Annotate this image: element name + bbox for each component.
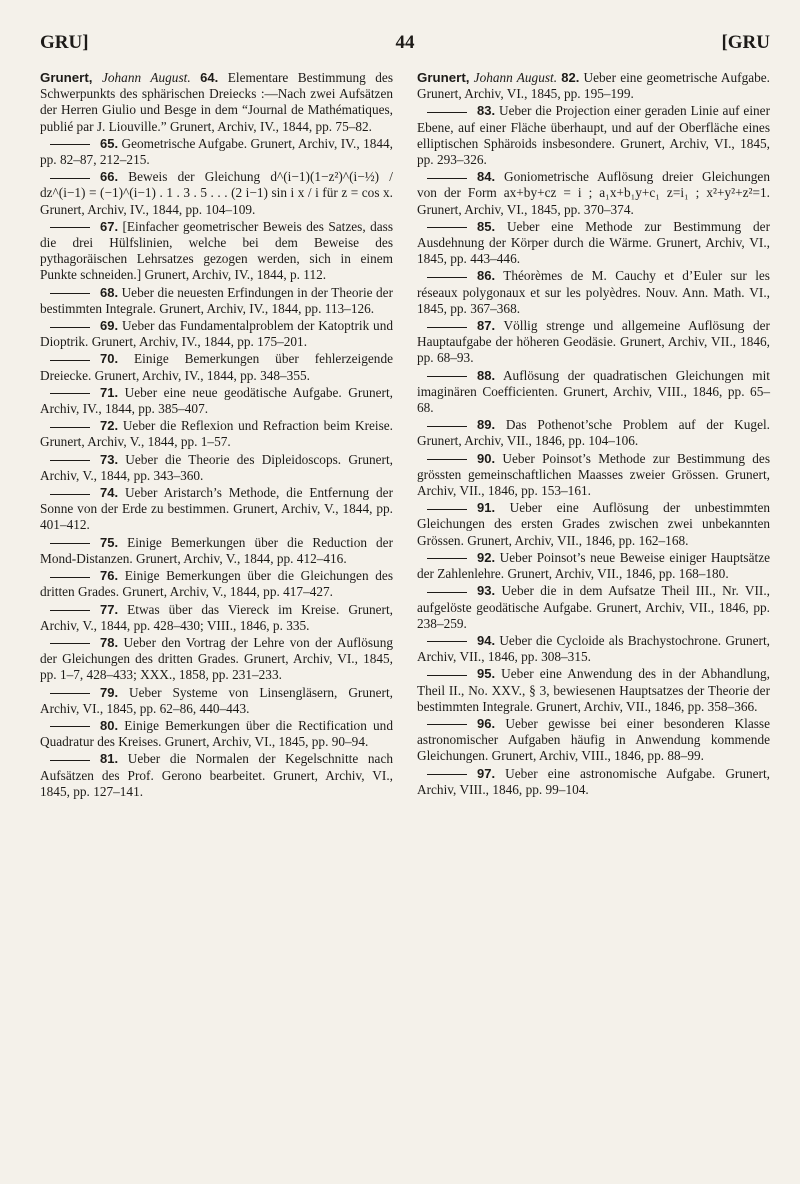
entry-number: 92.: [477, 549, 496, 565]
entry-number: 73.: [100, 451, 119, 467]
entry-text: Ueber die neuesten Erfindungen in der Theorie der bestimmten Integrale. Grunert, Archiv, IV., 1844, pp. 113–126.: [40, 284, 394, 316]
ditto-dash: [50, 227, 90, 228]
bibliography-entry: [40, 385, 393, 417]
bibliography-entry: [40, 136, 393, 168]
ditto-dash: [50, 643, 90, 644]
entry-text: Ueber eine Auflösung der unbestimmten Gleichungen des ersten Grades zwischen zwei unbekannten Grössen. Grunert, Archiv, VII., 1846, pp. 162–168.: [417, 500, 770, 548]
ditto-dash: [50, 460, 90, 461]
ditto-dash: [427, 277, 467, 278]
entry-number: 97.: [477, 765, 496, 781]
ditto-dash: [427, 592, 467, 593]
bibliography-entry: [40, 285, 393, 317]
entry-number: 87.: [477, 318, 496, 334]
entry-text: Elementare Bestimmung des Schwerpunkts des sphärischen Dreiecks :—Nach zwei Aufsätzen der Herren Giulio und Besge in dem “Journal de Mathématiques, publié par J. Liouville.” Grunert, Archiv, IV., 1844, pp. 75–82.: [40, 70, 394, 134]
ditto-dash: [50, 693, 90, 694]
entry-text: Ueber die Projection einer geraden Linie auf einer Ebene, auf einer Fläche überhaupt, und auf der Oberfläche eines elliptischen Sphäroids insbesondere. Grunert, Archiv, VI., 1845, pp. 293–326.: [417, 103, 771, 168]
entry-number: 79.: [100, 684, 119, 700]
ditto-dash: [427, 376, 467, 377]
entry-number: 66.: [100, 169, 119, 185]
author-surname: Grunert,: [417, 70, 470, 85]
ditto-dash: [50, 577, 90, 578]
ditto-dash: [427, 774, 467, 775]
bibliography-entry: [40, 418, 393, 450]
entry-number: 84.: [477, 169, 496, 185]
ditto-dash: [50, 610, 90, 611]
entry-text: Geometrische Aufgabe. Grunert, Archiv, IV., 1844, pp. 82–87, 212–215.: [40, 135, 393, 168]
entry-number: 80.: [100, 717, 119, 733]
entry-number: 65.: [100, 135, 119, 151]
header-right: [GRU: [721, 32, 770, 53]
bibliography-entry: [417, 70, 770, 102]
bibliography-entry: [40, 485, 393, 534]
ditto-dash: [50, 293, 90, 294]
entry-text: Goniometrische Auflösung dreier Gleichungen von der Form ax+by+cz = i ; a₁x+b₁y+c₁ z=i₁ ; x²+y²+z²=1. Grunert, Archiv, VI., 1845, pp. 370–374.: [417, 169, 770, 217]
entry-text: Beweis der Gleichung d^(i−1)(1−z²)^(i−½) / dz^(i−1) = (−1)^(i−1) . 1 . 3 . 5 . . . (2 i−1) sin i x / i für z = cos x. Grunert, Archiv, IV., 1844, pp. 104–109.: [40, 169, 393, 217]
entry-number: 78.: [100, 634, 119, 650]
entry-text: Ueber die Reflexion und Refraction beim Kreise. Grunert, Archiv, V., 1844, pp. 1–57.: [40, 418, 393, 450]
bibliography-entry: [417, 451, 770, 500]
ditto-dash: [427, 509, 467, 510]
bibliography-entry: [417, 368, 770, 417]
entry-text: Einige Bemerkungen über die Reduction der Mond-Distanzen. Grunert, Archiv, V., 1844, pp. 412–416.: [40, 534, 393, 566]
entry-text: Ueber gewisse bei einer besonderen Klasse astronomischer Aufgaben häufig in Anwendung kommende Gleichungen. Grunert, Archiv, VIII., 1846, pp. 88–99.: [417, 715, 770, 764]
bibliography-entry: [417, 716, 770, 765]
entry-number: 74.: [100, 485, 119, 501]
entry-text: Ueber die in dem Aufsatze Theil III., Nr. VII., aufgelöste geodätische Aufgabe. Grunert, Archiv, VII., 1846, pp. 238–259.: [417, 583, 770, 631]
ditto-dash: [427, 227, 467, 228]
entry-text: Etwas über das Viereck im Kreise. Grunert, Archiv, V., 1844, pp. 428–430; VIII., 1846, p. 335.: [40, 601, 393, 633]
entry-number: 72.: [100, 418, 119, 434]
ditto-dash: [427, 675, 467, 676]
entry-number: 76.: [100, 568, 119, 584]
ditto-dash: [50, 393, 90, 394]
entry-text: Einige Bemerkungen über die Gleichungen des dritten Grades. Grunert, Archiv, V., 1844, pp. 417–427.: [40, 568, 394, 600]
author-surname: Grunert,: [40, 70, 93, 85]
entry-text: Ueber Systeme von Linsengläsern, Grunert, Archiv, VI., 1845, pp. 62–86, 440–443.: [40, 684, 393, 716]
bibliography-entry: [417, 268, 770, 317]
entry-text: Auflösung der quadratischen Gleichungen mit imaginären Coefficienten. Grunert, Archiv, VIII., 1846, pp. 65–68.: [417, 367, 770, 416]
bibliography-entry: [40, 685, 393, 717]
entry-text: Ueber Poinsot’s neue Beweise einiger Hauptsätze der Zahlenlehre. Grunert, Archiv, VII., 1846, pp. 168–180.: [417, 549, 770, 582]
entry-number: 81.: [100, 751, 119, 767]
entry-number: 83.: [477, 103, 496, 119]
bibliography-entry: [40, 602, 393, 634]
bibliography-entry: [417, 169, 770, 218]
ditto-dash: [50, 726, 90, 727]
bibliography-entry: [417, 550, 770, 582]
entry-number: 64.: [200, 70, 219, 85]
ditto-dash: [50, 543, 90, 544]
ditto-dash: [50, 494, 90, 495]
ditto-dash: [427, 426, 467, 427]
ditto-dash: [50, 327, 90, 328]
bibliography-entry: [417, 318, 770, 367]
bibliography-entry: [40, 718, 393, 750]
entry-text: Einige Bemerkungen über die Rectification und Quadratur des Kreises. Grunert, Archiv, VI., 1845, pp. 90–94.: [40, 717, 393, 750]
left-column: [40, 70, 393, 1164]
bibliography-entry: [40, 635, 393, 684]
bibliography-entry: [40, 169, 393, 218]
entry-text: [Einfacher geometrischer Beweis des Satzes, dass die drei Hülfslinien, welche bei dem Beweise des pythagoräischen Lehrsatzes gezogen werden, sich in einem Punkte schneiden.] Grunert, Archiv, IV., 1844, p. 112.: [40, 218, 393, 283]
entry-number: 96.: [477, 715, 496, 731]
entry-text: Völlig strenge und allgemeine Auflösung der Hauptaufgabe der höheren Geodäsie. Grunert, Archiv, VII., 1846, pp. 68–93.: [417, 318, 770, 366]
entry-number: 70.: [100, 351, 119, 367]
bibliography-entry: [417, 633, 770, 665]
entry-text: Ueber den Vortrag der Lehre von der Auflösung der Gleichungen des dritten Grades. Grunert, Archiv, VI., 1845, pp. 1–7, 428–433; XXX., 1858, pp. 231–233.: [40, 634, 393, 683]
entry-text: Ueber eine Methode zur Bestimmung der Ausdehnung der Körper durch die Wärme. Grunert, Archiv, VI., 1845, pp. 443–446.: [417, 218, 771, 267]
bibliography-entry: [417, 417, 770, 449]
ditto-dash: [50, 144, 90, 145]
entry-text: Ueber eine neue geodätische Aufgabe. Grunert, Archiv, IV., 1844, pp. 385–407.: [40, 384, 393, 417]
entry-number: 75.: [100, 534, 119, 550]
bibliography-entry: [417, 219, 770, 268]
bibliography-entry: [40, 318, 393, 350]
entry-number: 90.: [477, 450, 496, 466]
bibliography-entry: [40, 70, 393, 135]
ditto-dash: [427, 112, 467, 113]
entry-text: Das Pothenot’sche Problem auf der Kugel. Grunert, Archiv, VII., 1846, pp. 104–106.: [417, 417, 770, 449]
entry-text: Ueber eine Anwendung des in der Abhandlung, Theil II., No. XXV., § 3, bewiesenen Hauptsatzes der Theorie der bestimmten Integrale. Grunert, Archiv, VII., 1846, pp. 358–366.: [417, 666, 770, 714]
columns: [40, 70, 770, 1164]
entry-number: 94.: [477, 632, 496, 648]
entry-text: Ueber eine astronomische Aufgabe. Grunert, Archiv, VIII., 1846, pp. 99–104.: [417, 765, 771, 797]
bibliography-entry: [40, 452, 393, 484]
author-given-names: Johann August.: [473, 70, 558, 85]
entry-text: Ueber eine geometrische Aufgabe. Grunert, Archiv, VI., 1845, pp. 195–199.: [417, 70, 771, 102]
ditto-dash: [427, 724, 467, 725]
ditto-dash: [50, 427, 90, 428]
entry-number: 82.: [561, 70, 580, 85]
right-column: [417, 70, 770, 1164]
entry-text: Théorèmes de M. Cauchy et d’Euler sur les réseaux polygonaux et sur les polyèdres. Nouv. Ann. Math. VI., 1845, pp. 367–368.: [417, 268, 770, 316]
entry-number: 86.: [477, 268, 496, 284]
ditto-dash: [50, 178, 90, 179]
ditto-dash: [427, 641, 467, 642]
bibliography-entry: [417, 666, 770, 715]
author-given-names: Johann August.: [101, 70, 191, 85]
bibliography-entry: [40, 535, 393, 567]
entry-number: 68.: [100, 284, 119, 300]
entry-text: Ueber die Cycloide als Brachystochrone. Grunert, Archiv, VII., 1846, pp. 308–315.: [417, 632, 771, 665]
ditto-dash: [427, 178, 467, 179]
entry-number: 93.: [477, 583, 496, 599]
bibliography-entry: [417, 500, 770, 549]
entry-number: 69.: [100, 318, 119, 334]
entry-number: 95.: [477, 666, 496, 682]
ditto-dash: [50, 360, 90, 361]
ditto-dash: [427, 459, 467, 460]
entry-text: Ueber Aristarch’s Methode, die Entfernung der Sonne von der Erde zu bestimmen. Grunert, Archiv, V., 1844, pp. 401–412.: [40, 485, 394, 533]
entry-number: 77.: [100, 601, 119, 617]
entry-text: Ueber das Fundamentalproblem der Katoptrik und Dioptrik. Grunert, Archiv, IV., 1844, pp. 175–201.: [40, 318, 394, 350]
running-header: [40, 32, 770, 58]
entry-text: Ueber die Normalen der Kegelschnitte nach Aufsätzen des Prof. Gerono bearbeitet. Grunert, Archiv, VI., 1845, pp. 127–141.: [40, 751, 393, 799]
bibliography-entry: [40, 751, 393, 800]
bibliography-entry: [417, 583, 770, 632]
ditto-dash: [427, 327, 467, 328]
entry-number: 85.: [477, 218, 496, 234]
entry-number: 91.: [477, 500, 496, 516]
entry-text: Ueber Poinsot’s Methode zur Bestimmung des grössten gemeinschaftlichen Maasses zweier Grössen. Grunert, Archiv, VII., 1846, pp. 153–161.: [417, 450, 771, 499]
bibliography-entry: [417, 103, 770, 168]
entry-text: Ueber die Theorie des Dipleidoscops. Grunert, Archiv, V., 1844, pp. 343–360.: [40, 451, 393, 483]
bibliography-entry: [417, 766, 770, 798]
page-number: 44: [395, 32, 415, 53]
entry-number: 67.: [100, 218, 119, 234]
ditto-dash: [427, 558, 467, 559]
bibliography-entry: [40, 351, 393, 383]
bibliography-entry: [40, 568, 393, 600]
entry-number: 88.: [477, 367, 496, 383]
entry-number: 71.: [100, 384, 119, 400]
entry-number: 89.: [477, 417, 496, 433]
header-left: GRU]: [40, 32, 89, 53]
bibliography-entry: [40, 219, 393, 284]
ditto-dash: [50, 760, 90, 761]
entry-text: Einige Bemerkungen über fehlerzeigende Dreiecke. Grunert, Archiv, IV., 1844, pp. 348–355.: [40, 351, 393, 383]
